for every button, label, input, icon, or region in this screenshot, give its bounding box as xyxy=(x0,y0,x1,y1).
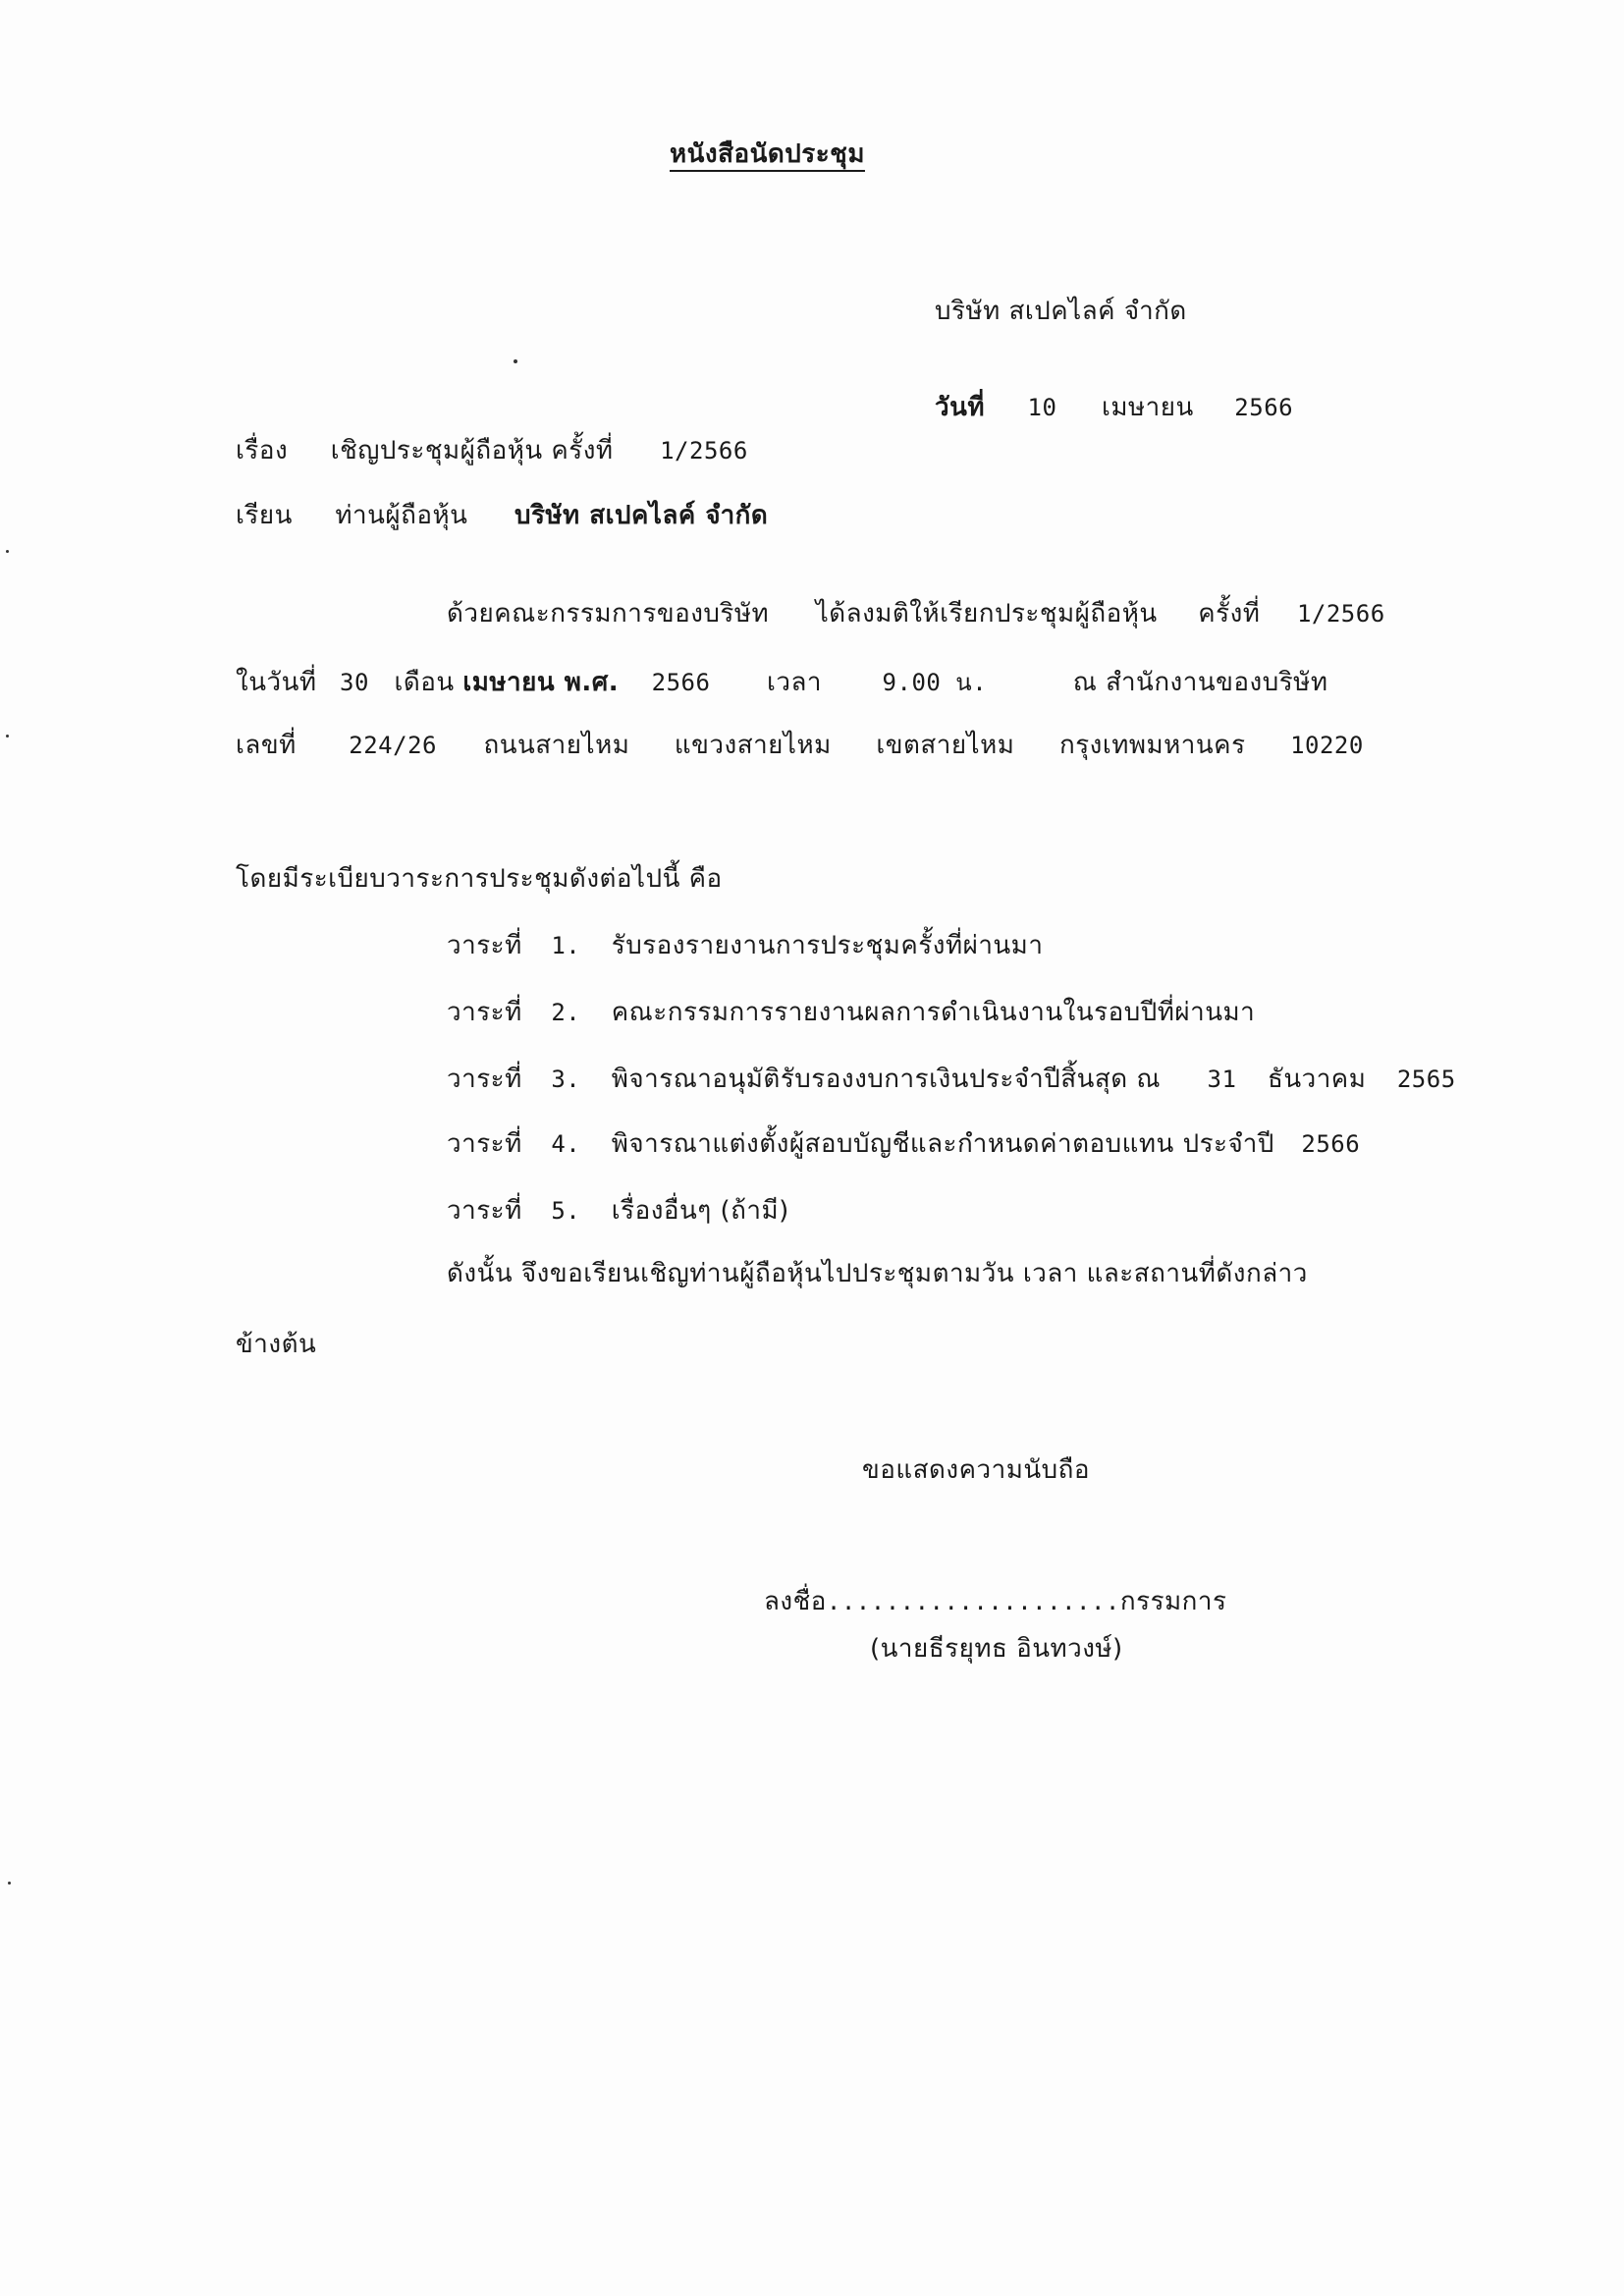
subject-label: เรื่อง xyxy=(236,436,289,465)
to-line xyxy=(236,499,768,532)
date-month: เมษายน xyxy=(1101,393,1194,422)
body-text: แขวงสายไหม xyxy=(674,731,832,760)
document-title: หนังสือนัดประชุม xyxy=(670,139,865,169)
meeting-day: 30 xyxy=(340,669,369,696)
agenda-text: คณะกรรมการรายงานผลการดำเนินงานในรอบปีที่ผ่านมา xyxy=(611,998,1256,1027)
body-line-3 xyxy=(236,729,1364,762)
agenda-number: 1. xyxy=(551,932,581,959)
agenda-text: พิจารณาแต่งตั้งผู้สอบบัญชีและกำหนดค่าตอบแทน ประจำปี xyxy=(611,1129,1274,1159)
meeting-number: 1/2566 xyxy=(1296,600,1385,628)
body-text: ถนนสายไหม xyxy=(483,731,630,760)
address-number: 224/26 xyxy=(349,732,437,759)
agenda-label: วาระที่ xyxy=(447,998,522,1027)
body-text: เลขที่ xyxy=(236,731,297,760)
agenda-item xyxy=(447,1063,1456,1096)
body-text: เขตสายไหม xyxy=(876,731,1015,760)
meeting-time: 9.00 น. xyxy=(882,669,988,696)
body-line-2 xyxy=(236,666,1327,699)
subject-text: เชิญประชุมผู้ถือหุ้น ครั้งที่ xyxy=(330,436,614,465)
company-header: บริษัท สเปคไลค์ จำกัด xyxy=(935,297,1187,326)
body-line-1 xyxy=(447,597,1385,630)
scan-speck xyxy=(514,359,517,363)
agenda-label: วาระที่ xyxy=(447,1196,522,1226)
agenda-intro: โดยมีระเบียบวาระการประชุมดังต่อไปนี้ คือ xyxy=(236,864,723,894)
body-text: ได้ลงมติให้เรียกประชุมผู้ถือหุ้น xyxy=(815,599,1158,629)
date-label: วันที่ xyxy=(935,393,986,422)
body-text: เวลา xyxy=(766,668,823,697)
subject-line xyxy=(236,434,748,467)
agenda-label: วาระที่ xyxy=(447,1129,522,1159)
agenda-year: 2566 xyxy=(1301,1130,1361,1158)
closing-line-1: ดังนั้น จึงขอเรียนเชิญท่านผู้ถือหุ้นไปประชุมตามวัน เวลา และสถานที่ดังกล่าว xyxy=(447,1259,1308,1288)
scan-speck xyxy=(8,1882,11,1885)
agenda-number: 3. xyxy=(551,1066,581,1093)
date-year: 2566 xyxy=(1234,394,1294,421)
agenda-text: เรื่องอื่นๆ (ถ้ามี) xyxy=(611,1196,789,1226)
agenda-label: วาระที่ xyxy=(447,1065,522,1094)
body-text: ด้วยคณะกรรมการของบริษัท xyxy=(447,599,770,629)
date-line xyxy=(935,391,1293,424)
body-text: ณ สำนักงานของบริษัท xyxy=(1072,668,1328,697)
agenda-label: วาระที่ xyxy=(447,931,522,960)
meeting-year: 2566 xyxy=(651,669,711,696)
meeting-month: เมษายน พ.ศ. xyxy=(462,668,620,697)
to-label: เรียน xyxy=(236,501,293,530)
scan-speck xyxy=(6,550,9,553)
body-text: กรุงเทพมหานคร xyxy=(1058,731,1246,760)
signature-label: ลงชื่อ xyxy=(764,1587,827,1616)
postal-code: 10220 xyxy=(1290,732,1364,759)
agenda-day: 31 xyxy=(1207,1066,1237,1093)
agenda-item xyxy=(447,1127,1360,1161)
subject-number: 1/2566 xyxy=(660,437,748,465)
body-text: ครั้งที่ xyxy=(1198,599,1261,629)
signature-dots: .................... xyxy=(826,1588,1120,1615)
date-day: 10 xyxy=(1027,394,1057,421)
to-text: ท่านผู้ถือหุ้น xyxy=(335,501,468,530)
closing-line-2: ข้างต้น xyxy=(236,1330,317,1359)
agenda-item xyxy=(447,929,1043,962)
signature-line xyxy=(764,1585,1227,1618)
body-text: ในวันที่ xyxy=(236,668,317,697)
agenda-year: 2565 xyxy=(1396,1066,1456,1093)
agenda-number: 4. xyxy=(551,1130,581,1158)
agenda-number: 2. xyxy=(551,999,581,1026)
signatory-name: (นายธีรยุทธ อินทวงษ์) xyxy=(870,1634,1123,1664)
signature-role: กรรมการ xyxy=(1119,1587,1227,1616)
regards: ขอแสดงความนับถือ xyxy=(862,1455,1090,1485)
agenda-month: ธันวาคม xyxy=(1267,1065,1367,1094)
body-text: เดือน xyxy=(394,668,455,697)
to-company: บริษัท สเปคไลค์ จำกัด xyxy=(514,501,769,530)
agenda-item xyxy=(447,996,1255,1029)
scan-speck xyxy=(6,735,9,738)
agenda-item xyxy=(447,1194,789,1228)
agenda-number: 5. xyxy=(551,1197,581,1225)
agenda-text: รับรองรายงานการประชุมครั้งที่ผ่านมา xyxy=(611,931,1044,960)
agenda-text: พิจารณาอนุมัติรับรองงบการเงินประจำปีสิ้นสุด ณ xyxy=(611,1065,1161,1094)
